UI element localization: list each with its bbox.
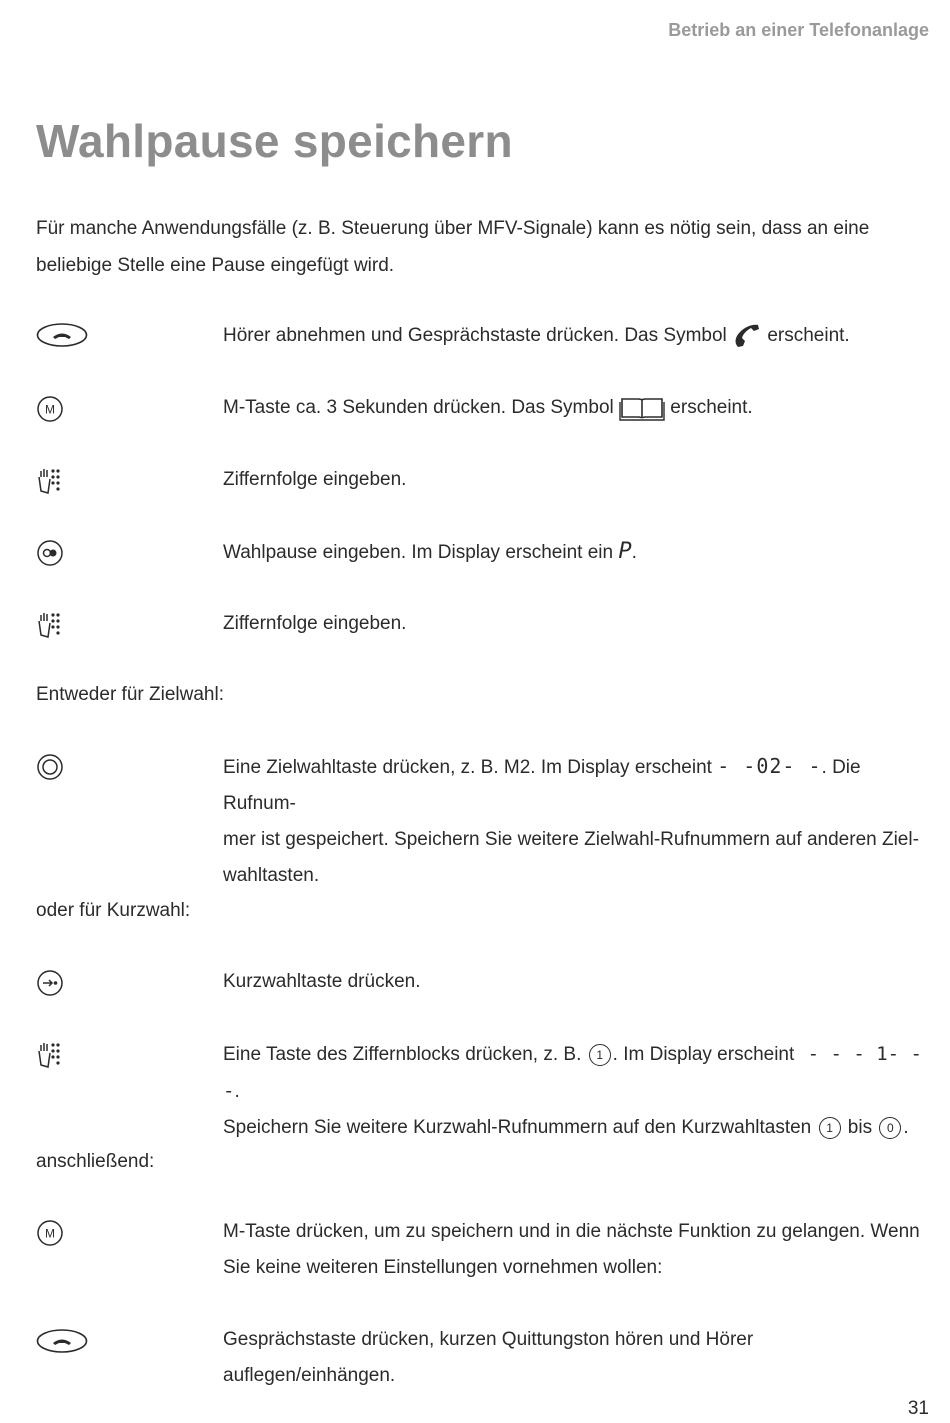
keypad-icon	[36, 466, 92, 496]
step-text: Ziffernfolge eingeben.	[223, 613, 407, 634]
key-0-icon: 0	[879, 1117, 901, 1139]
display-readout: - -02- -	[717, 754, 822, 778]
speed-dial-key-icon	[36, 968, 92, 998]
handset-symbol-icon	[732, 322, 762, 350]
section-label-then: anschließend:	[36, 1151, 155, 1172]
section-label-either: Entweder für Zielwahl:	[36, 684, 224, 705]
step-text: Kurzwahltaste drücken.	[223, 971, 421, 992]
step-text: Wahlpause eingeben. Im Display erscheint ein P.	[223, 539, 637, 564]
key-1-icon: 1	[589, 1044, 611, 1066]
svg-text:M: M	[45, 402, 55, 417]
step-text: Gesprächstaste drücken, kurzen Quittungston hören und Hörer auflegen/einhängen.	[223, 1329, 754, 1386]
handset-key-icon	[36, 1326, 92, 1356]
step-text: M-Taste ca. 3 Sekunden drücken. Das Symbol erscheint.	[223, 390, 928, 426]
key-1-icon: 1	[819, 1117, 841, 1139]
display-readout: P	[618, 539, 632, 564]
display-readout: - - - 1- - -	[223, 1043, 922, 1102]
step-text: Hörer abnehmen und Gesprächstaste drücken. Das Symbol erscheint.	[223, 318, 928, 354]
keypad-icon	[36, 1040, 92, 1070]
target-key-icon	[36, 752, 92, 782]
page-number: 31	[907, 1398, 929, 1419]
m-key-icon	[36, 1218, 92, 1248]
m-key-icon	[36, 394, 92, 424]
running-head: Betrieb an einer Telefonanlage	[668, 20, 929, 40]
step-text: Ziffernfolge eingeben.	[223, 469, 407, 490]
step-text: M-Taste drücken, um zu speichern und in die nächste Funktion zu gelangen. Wenn Sie keine weiteren Einstellungen vornehmen wollen:	[223, 1221, 920, 1278]
keypad-icon	[36, 610, 92, 640]
pause-key-icon	[36, 538, 92, 568]
section-label-or: oder für Kurzwahl:	[36, 900, 191, 921]
handset-key-icon	[36, 320, 92, 350]
phonebook-symbol-icon	[619, 395, 665, 421]
page-title: Wahlpause speichern	[36, 115, 513, 167]
step-text: Eine Taste des Ziffernblocks drücken, z. B. 1 . Im Display erscheint - - - 1- - -. Speichern Sie weitere Kurzwahl-Rufnummern auf den Kurzwahltasten 1 bis 0 .	[223, 1043, 922, 1138]
svg-text:M: M	[45, 1226, 55, 1241]
step-text: Eine Zielwahltaste drücken, z. B. M2. Im Display erscheint - -02- -. Die Rufnum- mer ist gespeichert. Speichern Sie weitere Zielwahl-Rufnummern auf anderen Ziel- wahltasten.	[223, 754, 919, 886]
intro-paragraph: Für manche Anwendungsfälle (z. B. Steuerung über MFV-Signale) kann es nötig sein, dass an eine beliebige Stelle eine Pause eingefügt wird.	[36, 218, 870, 276]
